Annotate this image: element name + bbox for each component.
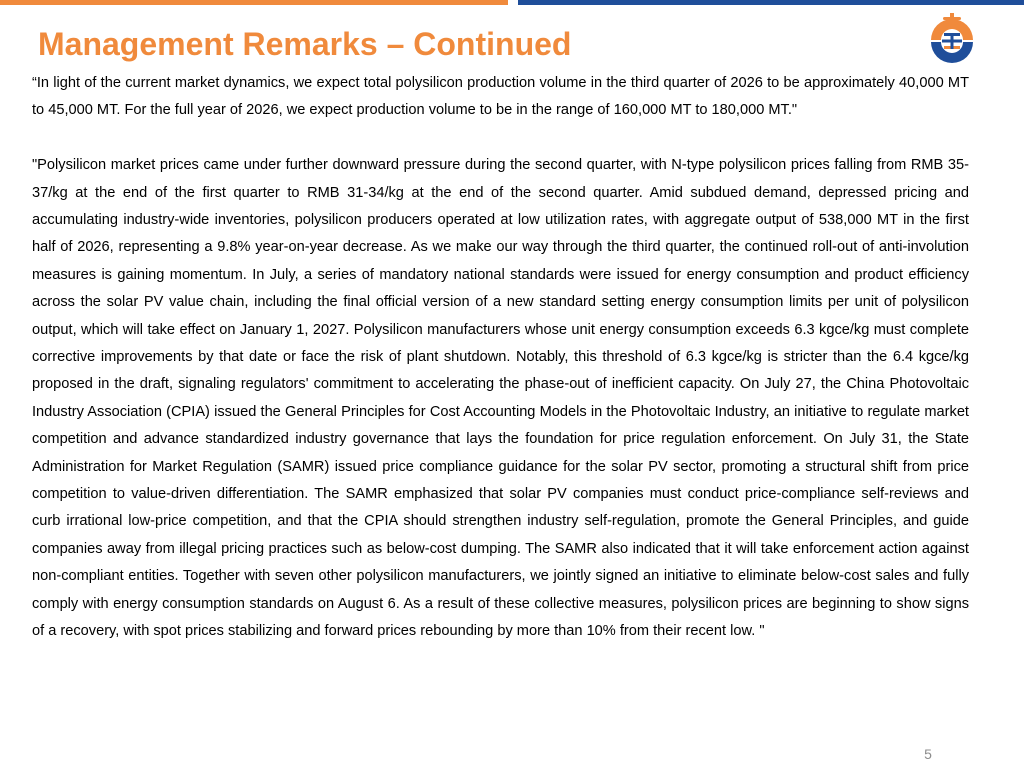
remarks-paragraph-2: "Polysilicon market prices came under further downward pressure during the second quarter, with N-type polysilicon prices falling from RMB 35-37/kg at the end of the first quarter to RMB 31-34/kg at the end of the second quarter. Amid subdued demand, depressed pricing and accumulating industry-wide inventories, polysilicon producers operated at low utilization rates, with aggregate output of 538,000 MT in the first half of 2026, representing a 9.8% year-on-year decrease. As we make our way through the third quarter, the continued roll-out of anti-involution measures is gaining momentum. In July, a series of mandatory national standards were issued for energy consumption and product efficiency across the solar PV value chain, including the final official version of a new standard setting energy consumption limits per unit of polysilicon output, which will take effect on January 1, 2027. Polysilicon manufacturers whose unit energy consumption exceeds 6.3 kgce/kg must complete corrective improvements by that date or face the risk of plant shutdown. Notably, this threshold of 6.3 kgce/kg is stricter than the 6.4 kgce/kg proposed in the draft, signaling regulators' commitment to accelerating the phase-out of inefficient capacity. On July 27, the China Photovoltaic Industry Association (CPIA) issued the General Principles for Cost Accounting Models in the Photovoltaic Industry, an initiative to regulate market competition and advance standardized industry governance that lays the foundation for price regulation enforcement. On July 31, the State Administration for Market Regulation (SAMR) issued price compliance guidance for the solar PV sector, promoting a structural shift from price competition to value-driven differentiation. The SAMR emphasized that solar PV companies must conduct price-compliance self-reviews and curb irrational low-price competition, and that the CPIA should strengthen industry self-regulation, promote the General Principles, and guide companies away from illegal pricing practices such as below-cost dumping. The SAMR also indicated that it will take enforcement action against non-compliant entities. Together with seven other polysilicon manufacturers, we jointly signed an initiative to eliminate below-cost sales and fully comply with energy consumption standards on August 6. As a result of these collective measures, polysilicon prices are beginning to show signs of a recovery, with spot prices stabilizing and forward prices rebounding by more than 10% from their recent low. " <box>32 157 969 640</box>
remarks-paragraph-1: “In light of the current market dynamics, we expect total polysilicon production volume in the third quarter of 2026 to be approximately 40,000 MT to 45,000 MT. For the full year of 2026, we expect production volume to be in the range of 160,000 MT to 180,000 MT." <box>32 75 969 119</box>
management-remarks-body <box>32 70 969 646</box>
page-number: 5 <box>924 746 932 762</box>
header-bar-blue <box>518 0 1024 5</box>
header-bar-orange <box>0 0 508 5</box>
company-logo-icon <box>928 13 976 65</box>
page-title: Management Remarks – Continued <box>38 26 572 62</box>
